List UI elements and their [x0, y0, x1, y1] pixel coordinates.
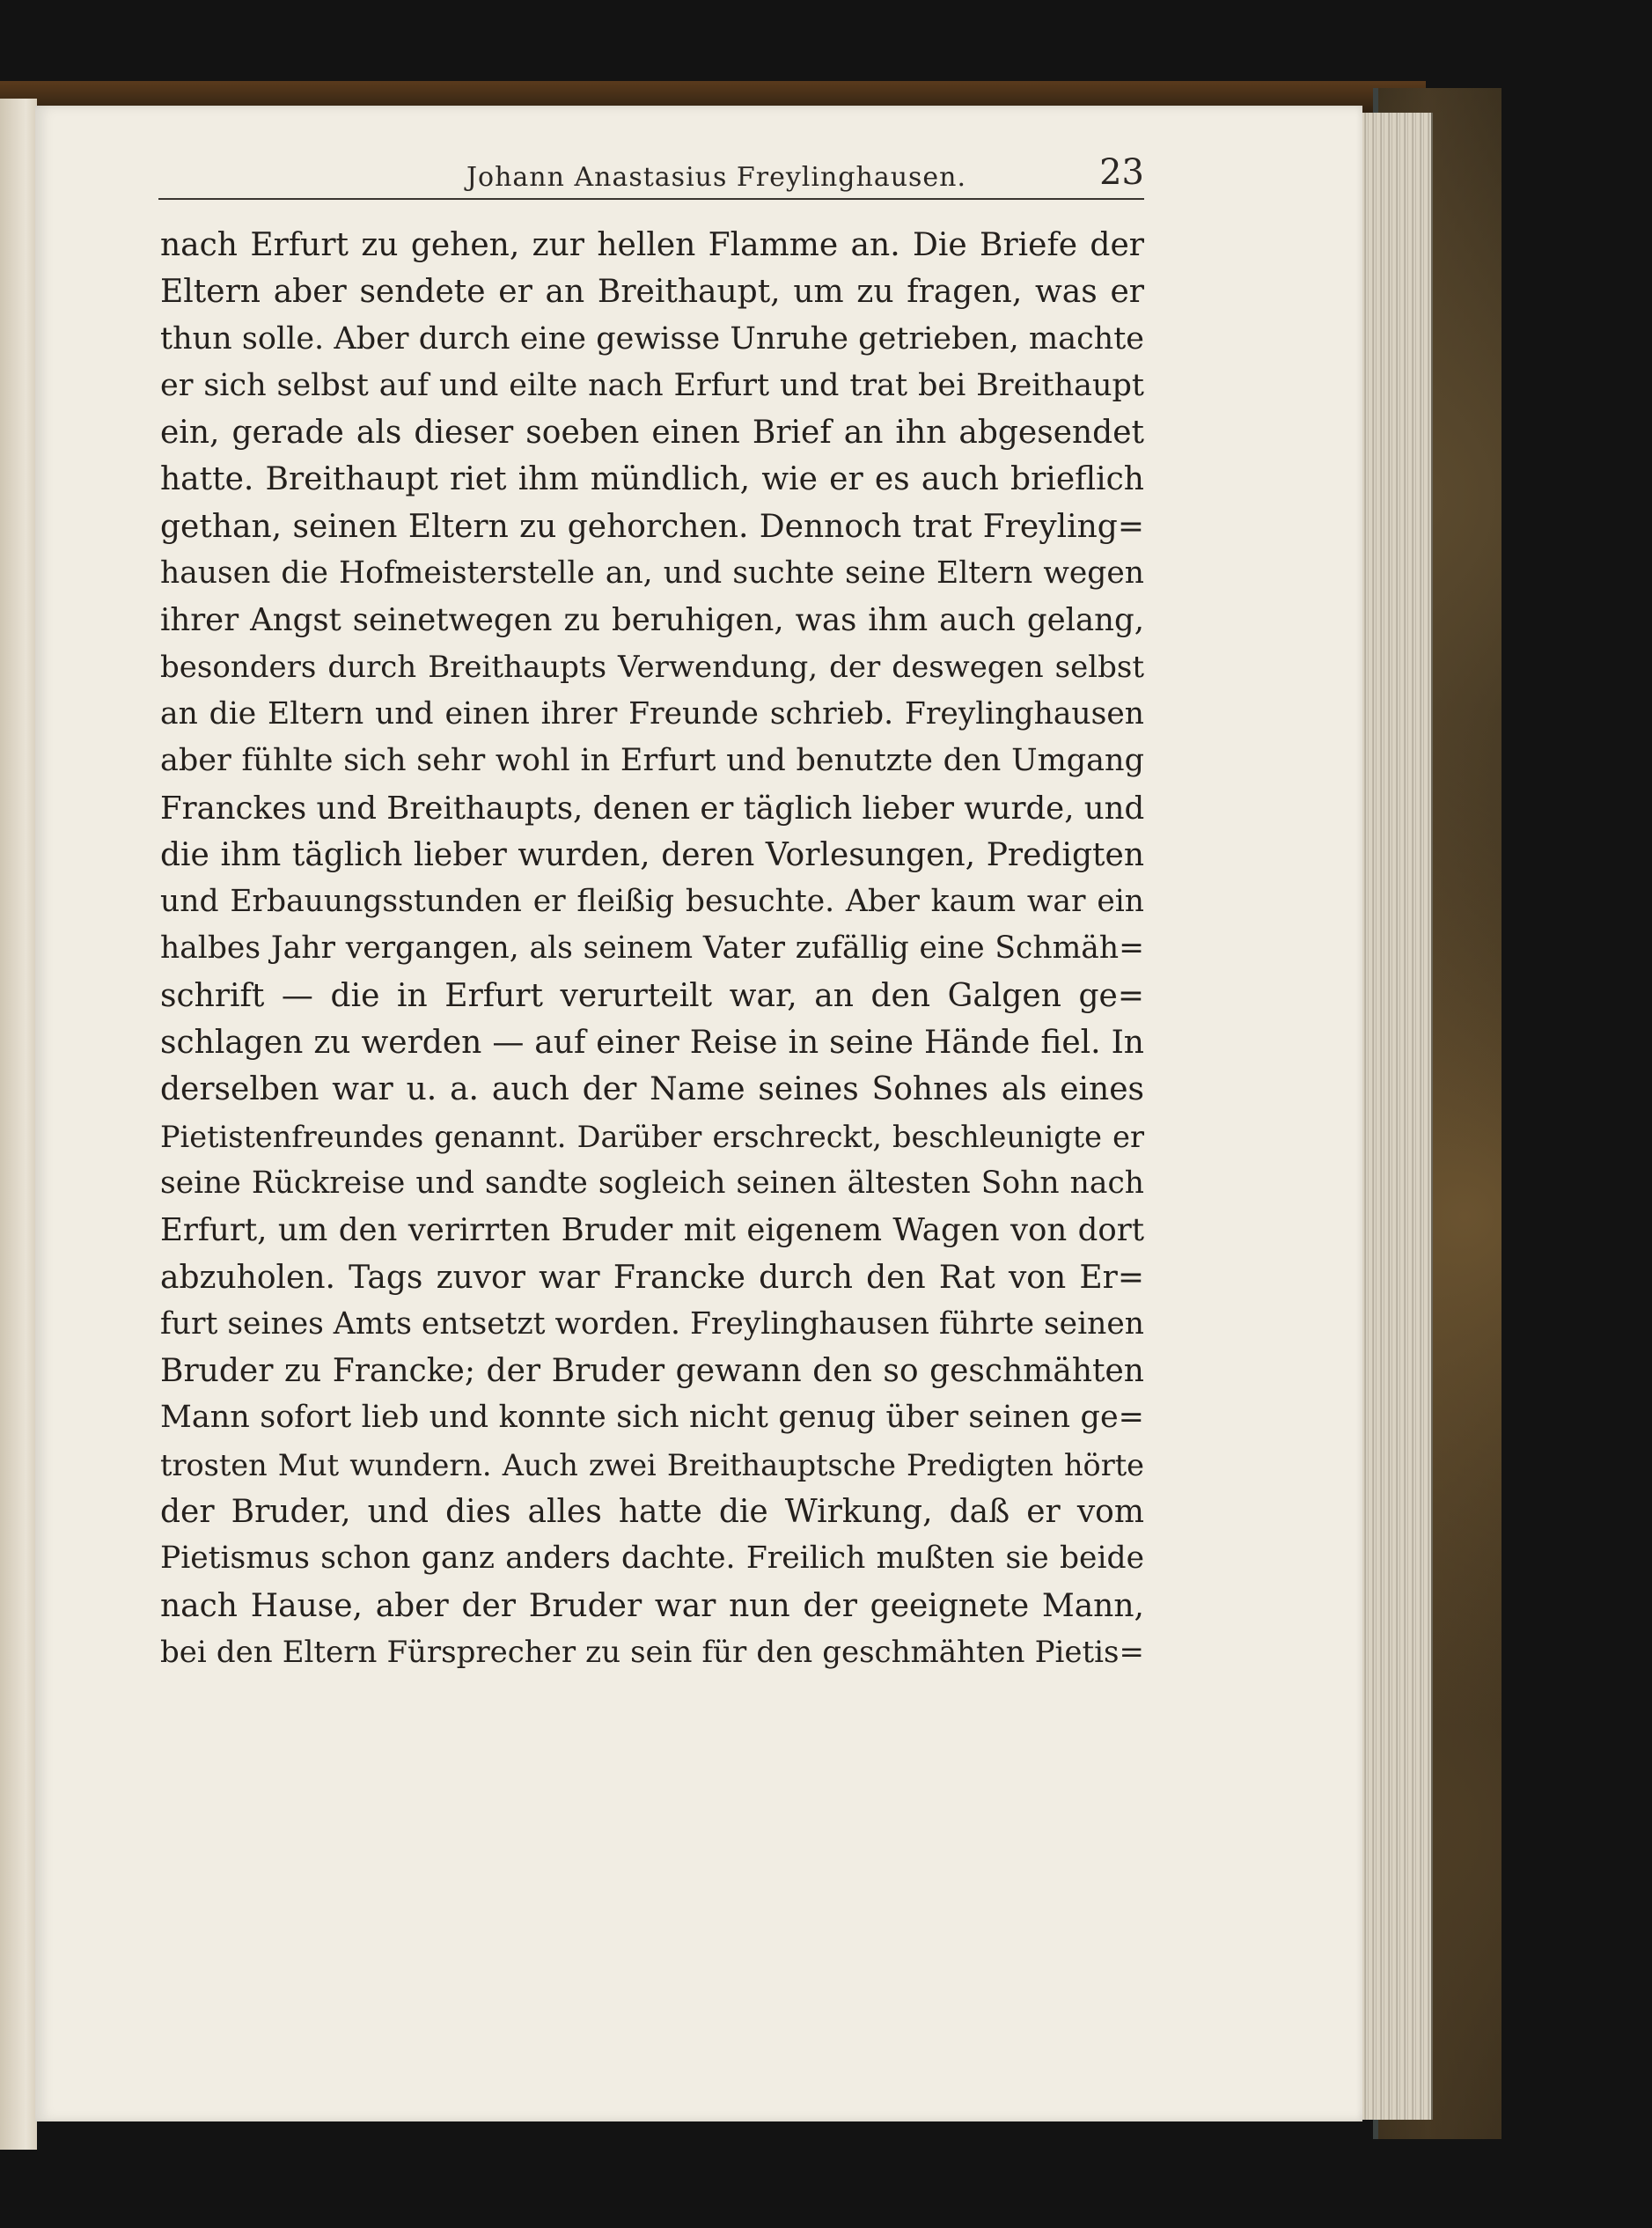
text-line: Bruder zu Francke; der Bruder gewann den so geschmähten	[160, 1353, 1144, 1390]
text-line: nach Erfurt zu gehen, zur hellen Flamme an. Die Briefe der	[160, 227, 1144, 263]
text-line: schrift — die in Erfurt verurteilt war, an den Galgen ge=	[160, 977, 1144, 1014]
text-line: ihrer Angst seinetwegen zu beruhigen, was ihm auch gelang,	[160, 602, 1144, 639]
text-line: Pietismus schon ganz anders dachte. Freilich mußten sie beide	[160, 1540, 1144, 1577]
text-line: hatte. Breithaupt riet ihm mündlich, wie er es auch brieflich	[160, 461, 1144, 498]
text-line: aber fühlte sich sehr wohl in Erfurt und benutzte den Umgang	[160, 743, 1144, 779]
text-line: ein, gerade als dieser soeben einen Brief an ihn abgesendet	[160, 415, 1144, 452]
text-line: halbes Jahr vergangen, als seinem Vater zufällig eine Schmäh=	[160, 930, 1144, 967]
page-block-edges	[1361, 113, 1433, 2120]
text-line: furt seines Amts entsetzt worden. Freylinghausen führte seinen	[160, 1305, 1144, 1342]
running-title: Johann Anastasius Freylinghausen.	[466, 162, 967, 193]
text-line: er sich selbst auf und eilte nach Erfurt und trat bei Breithaupt	[160, 367, 1144, 403]
text-line: hausen die Hofmeisterstelle an, und suchte seine Eltern wegen	[160, 555, 1144, 592]
text-line: die ihm täglich lieber wurden, deren Vorlesungen, Predigten	[160, 836, 1144, 873]
text-line: thun solle. Aber durch eine gewisse Unruhe getrieben, machte	[160, 320, 1144, 357]
text-line: Erfurt, um den verirrten Bruder mit eigenem Wagen von dort	[160, 1212, 1144, 1249]
text-line: Mann sofort lieb und konnte sich nicht genug über seinen ge=	[160, 1400, 1144, 1436]
text-line: derselben war u. a. auch der Name seines Sohnes als eines	[160, 1071, 1144, 1108]
text-line: seine Rückreise und sandte sogleich seinen ältesten Sohn nach	[160, 1165, 1144, 1201]
text-line: schlagen zu werden — auf einer Reise in seine Hände fiel. In	[160, 1025, 1144, 1062]
text-line: besonders durch Breithaupts Verwendung, der deswegen selbst	[160, 649, 1144, 685]
text-line: der Bruder, und dies alles hatte die Wirkung, daß er vom	[160, 1494, 1144, 1531]
facing-page-edge	[0, 99, 37, 2150]
page-number: 23	[1099, 152, 1144, 193]
text-line: an die Eltern und einen ihrer Freunde schrieb. Freylinghausen	[160, 695, 1144, 732]
text-line: Eltern aber sendete er an Breithaupt, um zu fragen, was er	[160, 274, 1144, 311]
text-line: abzuholen. Tags zuvor war Francke durch den Rat von Er=	[160, 1259, 1144, 1296]
body-text	[160, 222, 1144, 1676]
text-line: und Erbauungsstunden er fleißig besuchte. Aber kaum war ein	[160, 884, 1144, 920]
text-line: trosten Mut wundern. Auch zwei Breithauptsche Predigten hörte	[160, 1447, 1144, 1482]
text-line: Pietistenfreundes genannt. Darüber erschreckt, beschleunigte er	[160, 1119, 1144, 1154]
text-line: gethan, seinen Eltern zu gehorchen. Dennoch trat Freyling=	[160, 508, 1144, 545]
running-header	[158, 136, 1144, 200]
text-line: bei den Eltern Fürsprecher zu sein für den geschmähten Pietis=	[160, 1634, 1144, 1670]
text-line: nach Hause, aber der Bruder war nun der geeignete Mann,	[160, 1587, 1144, 1624]
text-line: Franckes und Breithaupts, denen er täglich lieber wurde, und	[160, 790, 1145, 827]
